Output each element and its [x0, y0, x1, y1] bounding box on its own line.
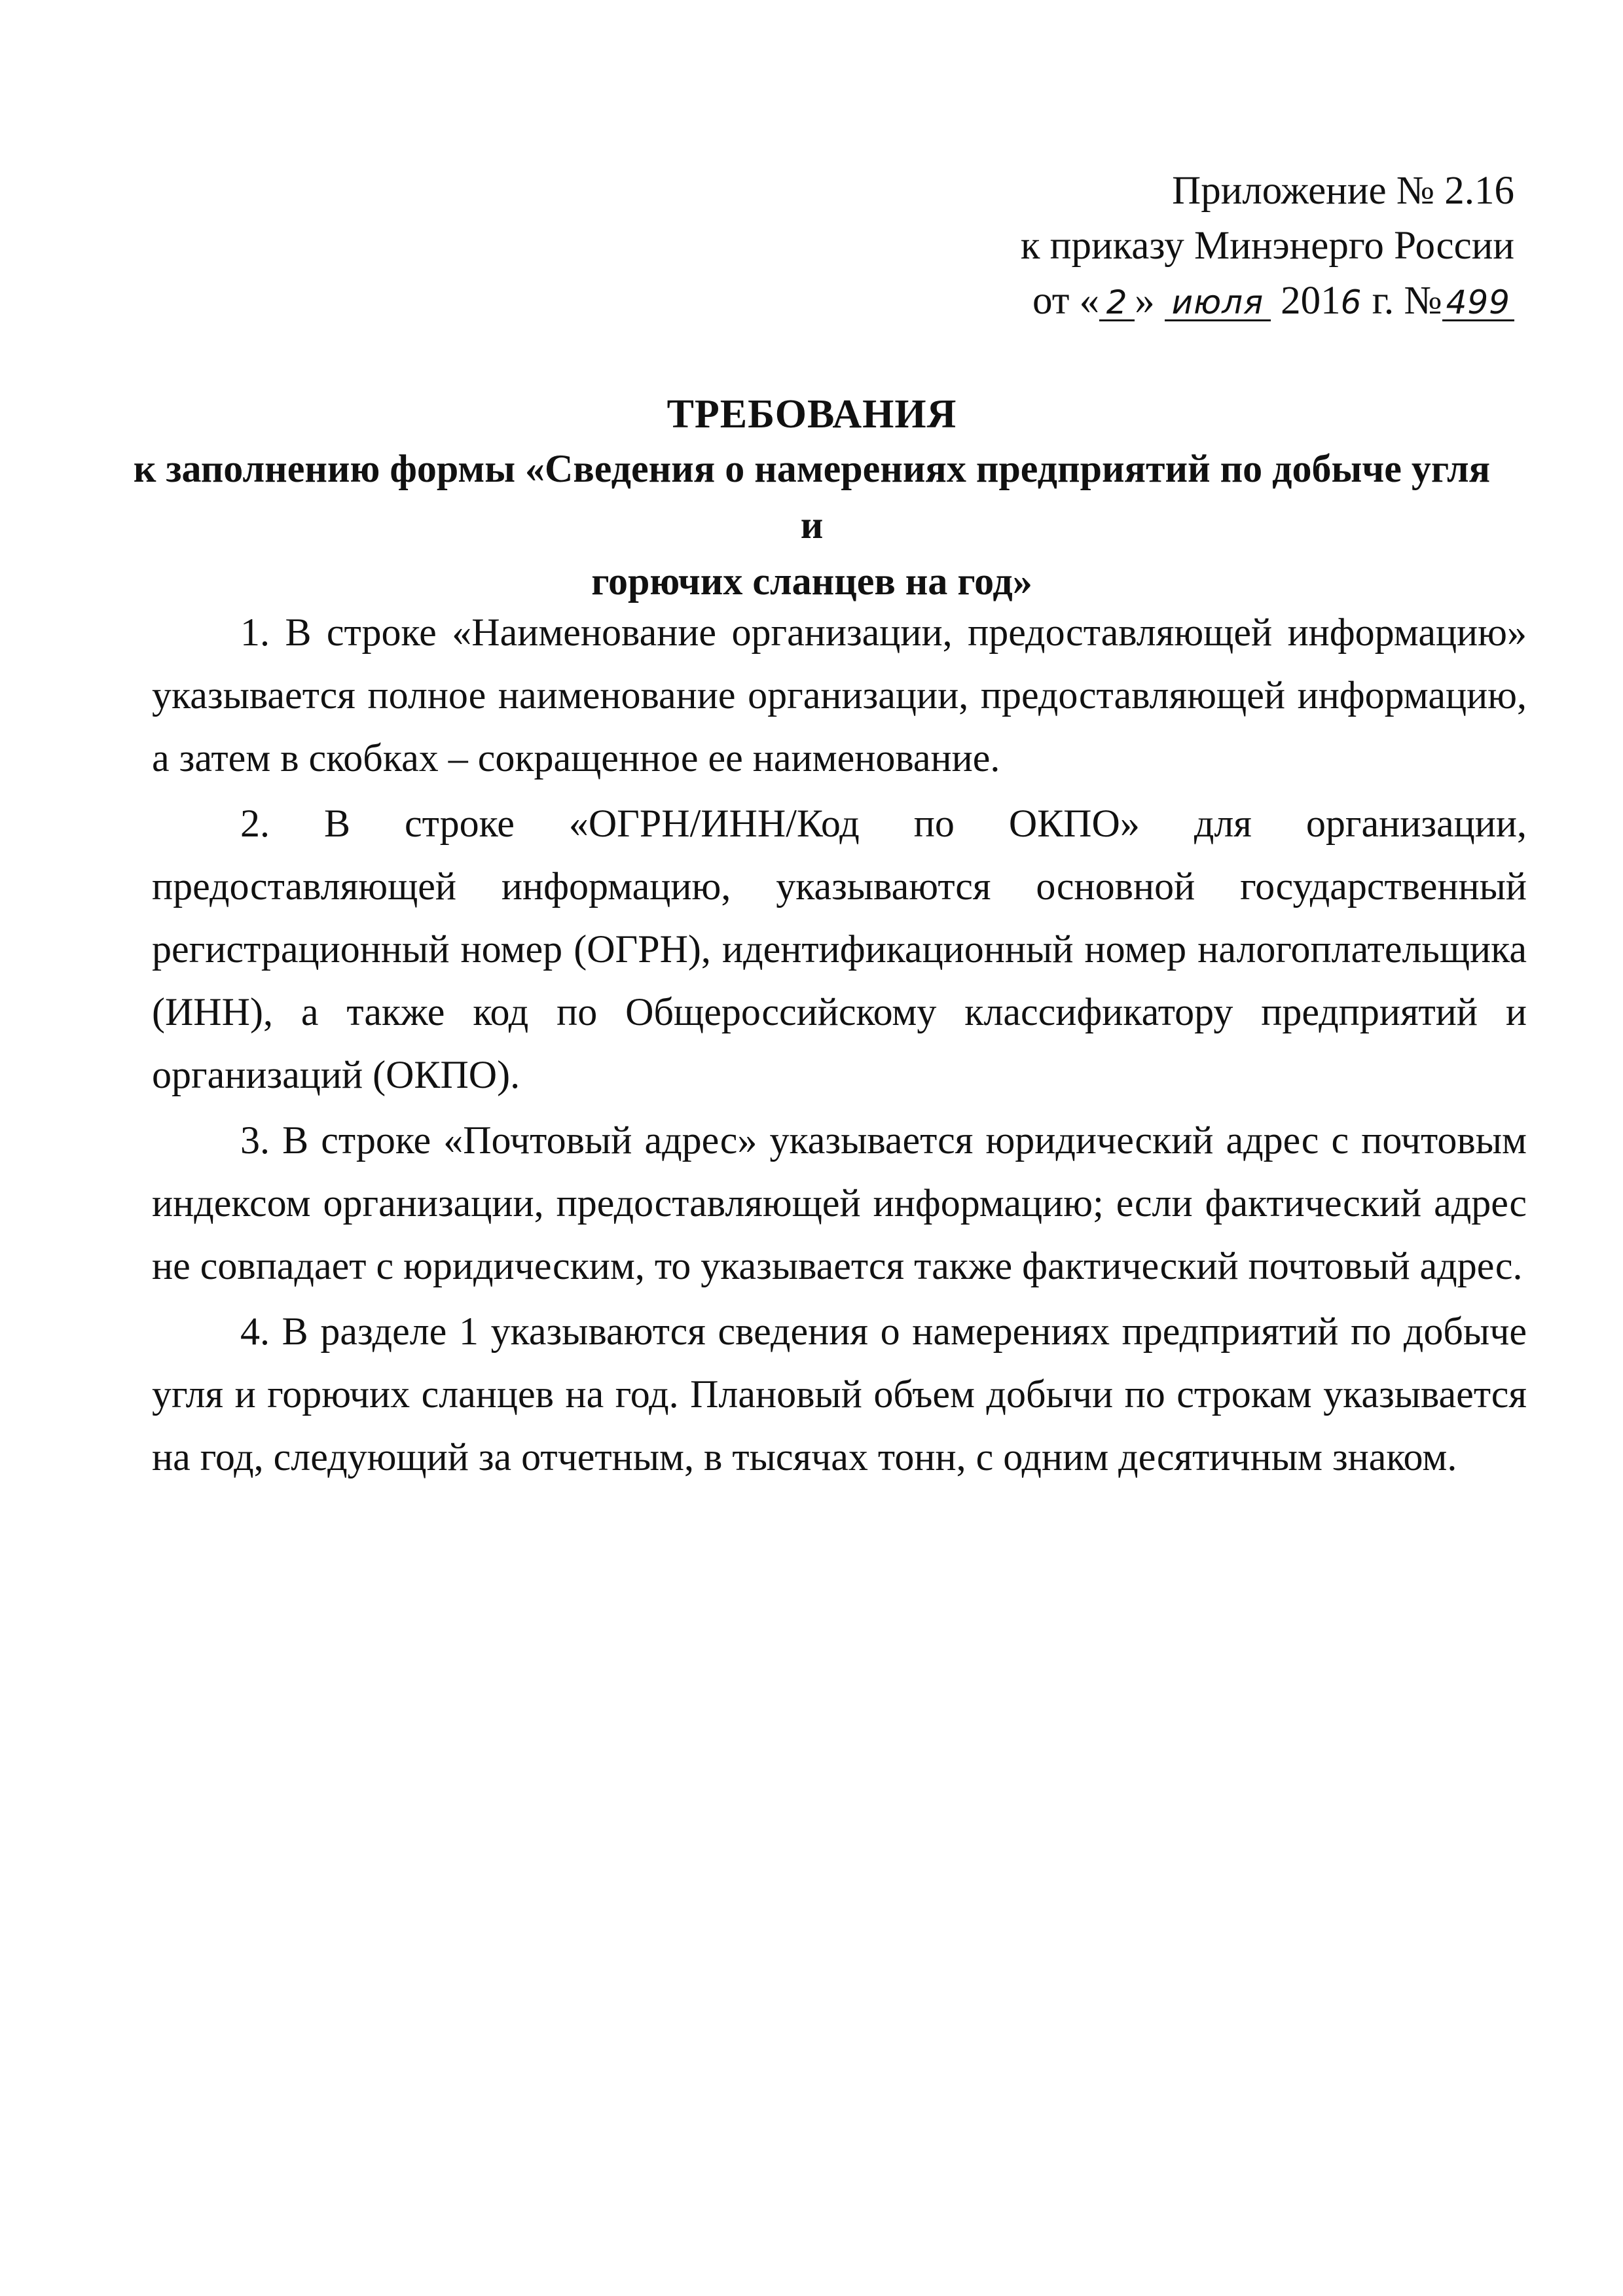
document-title-block	[118, 388, 1506, 609]
document-subtitle-line-1: к заполнению формы «Сведения о намерениях предприятий по добыче угля и	[133, 447, 1491, 547]
appendix-block	[925, 164, 1514, 329]
paragraph-1: 1. В строке «Наименование организации, предоставляющей информацию» указывается полное наименование организации, предоставляющей информацию, а затем в скобках – сокращенное ее наименование.	[152, 611, 1527, 780]
date-year-prefix: 201	[1270, 279, 1341, 323]
handwritten-order-number: 499	[1442, 285, 1514, 321]
date-mid: »	[1135, 279, 1165, 323]
document-body	[152, 601, 1527, 1491]
paragraph-4: 4. В разделе 1 указываются сведения о намерениях предприятий по добыче угля и горючих сланцев на год. Плановый объем добычи по строкам указывается на год, следующий за отчетным, в тысячах тонн, с одним десятичным знаком.	[152, 1310, 1527, 1479]
appendix-number: Приложение № 2.16	[1172, 169, 1514, 213]
paragraph-3: 3. В строке «Почтовый адрес» указывается юридический адрес с почтовым индексом организации, предоставляющей информацию; если фактический адрес не совпадает с юридическим, то указывается также фактический почтовый адрес.	[152, 1119, 1527, 1287]
handwritten-year-digit: 6	[1340, 283, 1362, 321]
handwritten-month: июля	[1165, 285, 1271, 321]
handwritten-day: 2	[1099, 285, 1135, 321]
appendix-order-reference: к приказу Минэнерго России	[1020, 224, 1514, 268]
appendix-date-line	[925, 274, 1514, 329]
document-title: ТРЕБОВАНИЯ	[666, 392, 957, 437]
date-prefix: от «	[1032, 279, 1100, 323]
paragraph-2: 2. В строке «ОГРН/ИНН/Код по ОКПО» для организации, предоставляющей информацию, указываются основной государственный регистрационный номер (ОГРН), идентификационный номер налогоплательщика (ИНН), а также код по Общероссийскому классификатору предприятий и организаций (ОКПО).	[152, 802, 1527, 1096]
date-year-suffix: г. №	[1362, 279, 1442, 323]
document-subtitle-line-2: горючих сланцев на год»	[591, 560, 1032, 603]
